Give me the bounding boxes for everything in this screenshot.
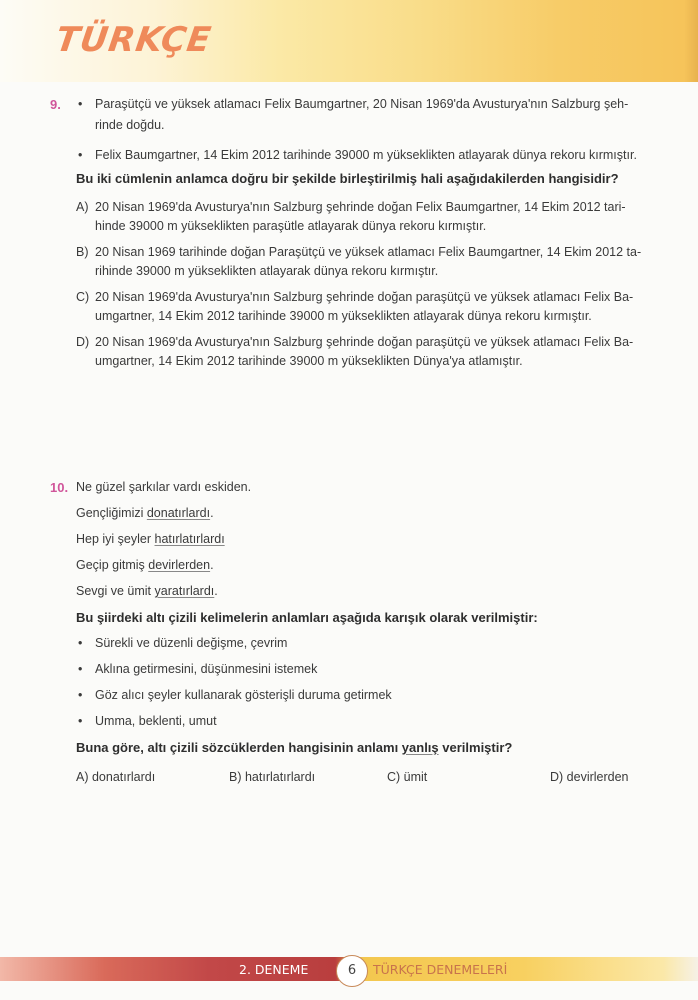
underlined-word: donatırlardı <box>146 506 211 520</box>
q10-option-b[interactable]: B) hatırlatırlardı <box>229 770 316 784</box>
bullet-icon: • <box>78 97 83 111</box>
q9-option-b-line-1: 20 Nisan 1969 tarihinde doğan Paraşütçü ve yüksek atlamacı Felix Baumgartner, 14 Ekim 2012 ta- <box>95 245 642 259</box>
bullet-icon: • <box>78 688 83 702</box>
meaning-1: Sürekli ve düzenli değişme, çevrim <box>95 636 288 650</box>
q9-option-c-line-1: 20 Nisan 1969'da Avusturya'nın Salzburg şehrinde doğan paraşütçü ve yüksek atlamacı Felix Ba- <box>95 290 634 304</box>
q9-option-c-label[interactable]: C) <box>76 290 90 304</box>
q9-statement-1-line-2: rinde doğdu. <box>95 118 165 132</box>
question-10-number: 10. <box>50 480 69 495</box>
bullet-icon: • <box>78 662 83 676</box>
poem-punct: . <box>210 506 214 520</box>
q9-option-a-label[interactable]: A) <box>76 200 89 214</box>
q9-option-a-line-1: 20 Nisan 1969'da Avusturya'nın Salzburg şehrinde doğan Felix Baumgartner, 14 Ekim 2012 tari- <box>95 200 626 214</box>
footer-exam-label: 2. DENEME <box>239 962 309 977</box>
q9-statement-2: Felix Baumgartner, 14 Ekim 2012 tarihinde 39000 m yükseklikten atlayarak dünya rekoru kırmıştır. <box>95 148 637 162</box>
q9-prompt: Bu iki cümlenin anlamca doğru bir şekilde birleştirilmiş hali aşağıdakilerden hangisidir? <box>76 171 619 186</box>
q10-question <box>76 740 512 755</box>
underlined-word: yanlış <box>401 740 439 755</box>
q9-option-d-line-1: 20 Nisan 1969'da Avusturya'nın Salzburg şehrinde doğan paraşütçü ve yüksek atlamacı Felix Ba- <box>95 335 634 349</box>
poem-line-2 <box>76 506 214 520</box>
q9-option-b-label[interactable]: B) <box>76 245 89 259</box>
poem-punct: . <box>210 558 214 572</box>
bullet-icon: • <box>78 714 83 728</box>
poem-punct: . <box>214 584 218 598</box>
footer-series-label: TÜRKÇE DENEMELERİ <box>373 962 508 977</box>
question-9-number: 9. <box>50 97 61 112</box>
question-text: Buna göre, altı çizili sözcüklerden hangisinin anlamı <box>76 740 402 755</box>
poem-text: Geçip gitmiş <box>76 558 149 572</box>
poem-line-5 <box>76 584 218 598</box>
q9-option-d-line-2: umgartner, 14 Ekim 2012 tarihinde 39000 m yükseklikten Dünya'ya atlamıştır. <box>95 354 523 368</box>
bullet-icon: • <box>78 148 83 162</box>
q9-statement-1-line-1: Paraşütçü ve yüksek atlamacı Felix Baumgartner, 20 Nisan 1969'da Avusturya'nın Salzburg şeh- <box>95 97 629 111</box>
q9-option-a-line-2: hinde 39000 m yükseklikten paraşütle atlayarak dünya rekoru kırmıştır. <box>95 219 487 233</box>
bullet-icon: • <box>78 636 83 650</box>
underlined-word: hatırlatırlardı <box>154 532 225 546</box>
poem-line-4 <box>76 558 214 572</box>
page-number: 6 <box>336 955 368 987</box>
q9-option-c-line-2: umgartner, 14 Ekim 2012 tarihinde 39000 m yükseklikten atlayarak dünya rekoru kırmıştır. <box>95 309 592 323</box>
subject-title: TÜRKÇE <box>53 20 215 60</box>
poem-text: Hep iyi şeyler <box>76 532 155 546</box>
meaning-4: Umma, beklenti, umut <box>95 714 217 728</box>
q10-option-a[interactable]: A) donatırlardı <box>76 770 156 784</box>
poem-line-3 <box>76 532 225 546</box>
q10-prompt: Bu şiirdeki altı çizili kelimelerin anlamları aşağıda karışık olarak verilmiştir: <box>76 610 538 625</box>
poem-line-1 <box>76 480 251 494</box>
poem-text: Gençliğimizi <box>76 506 147 520</box>
meaning-3: Göz alıcı şeyler kullanarak gösterişli duruma getirmek <box>95 688 392 702</box>
underlined-word: devirlerden <box>148 558 211 572</box>
poem-text: Sevgi ve ümit <box>76 584 155 598</box>
question-text: verilmiştir? <box>438 740 513 755</box>
q10-option-c[interactable]: C) ümit <box>387 770 428 784</box>
q9-option-d-label[interactable]: D) <box>76 335 90 349</box>
poem-text: Ne güzel şarkılar vardı eskiden. <box>76 480 252 494</box>
meaning-2: Aklına getirmesini, düşünmesini istemek <box>95 662 318 676</box>
underlined-word: yaratırlardı <box>154 584 215 598</box>
q10-option-d[interactable]: D) devirlerden <box>550 770 629 784</box>
q9-option-b-line-2: rihinde 39000 m yükseklikten atlayarak dünya rekoru kırmıştır. <box>95 264 439 278</box>
